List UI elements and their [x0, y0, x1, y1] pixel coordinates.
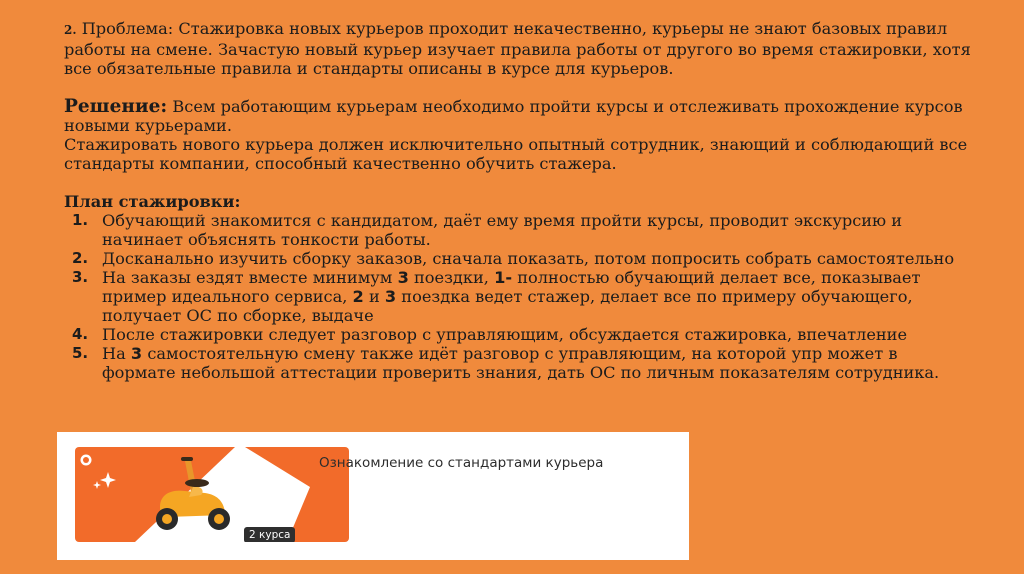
plan-steps-list [64, 211, 974, 382]
solution-heading: Решение: [64, 96, 168, 117]
course-title[interactable]: Ознакомление со стандартами курьера [319, 455, 604, 471]
logo-icon [81, 455, 92, 466]
solution-text-2: Стажировать нового курьера должен исключительно опытный сотрудник, знающий и соблюдающий все стандарты компании, способный качественно обучить стажера. [64, 135, 968, 173]
problem-number: 2. [64, 23, 77, 37]
step-text: После стажировки следует разговор с управляющим, обсуждается стажировка, впечатление [102, 325, 908, 344]
plan-step [64, 249, 974, 268]
step-text: Досканально изучить сборку заказов, сначала показать, потом попросить собрать самостоятельно [102, 249, 955, 268]
step-number: 5. [72, 344, 89, 362]
problem-text: Проблема: Стажировка новых курьеров проходит некачественно, курьеры не знают базовых правил работы на смене. Зачастую новый курьер изучает правила работы от другого во время стажировки, хотя все обязательные правила и стандарты описаны в курсе для курьеров. [64, 19, 971, 78]
plan-step [64, 268, 974, 325]
course-card[interactable] [57, 432, 689, 560]
solution-section [64, 97, 974, 173]
courses-count-badge: 2 курса [244, 527, 295, 542]
plan-step [64, 325, 974, 344]
problem-paragraph [64, 19, 974, 78]
step-text: На 3 самостоятельную смену также идёт разговор с управляющим, на которой упр может в формате небольшой аттестации проверить знания, дать ОС по личным показателям сотрудника. [102, 344, 940, 382]
step-text: Обучающий знакомится с кандидатом, даёт ему время пройти курсы, проводит экскурсию и начинает объяснять тонкости работы. [102, 211, 903, 249]
step-number: 3. [72, 268, 89, 286]
slide-content [64, 19, 974, 382]
plan-step [64, 344, 974, 382]
solution-text-1: Всем работающим курьерам необходимо пройти курсы и отслеживать прохождение курсов новыми курьерами. [64, 97, 963, 135]
step-text: На заказы ездят вместе минимум 3 поездки, 1- полностью обучающий делает все, показывает пример идеального сервиса, 2 и 3 поездка ведет стажер, делает все по примеру обучающего, получает ОС по сборке, выдаче [102, 268, 921, 325]
plan-step [64, 211, 974, 249]
plan-heading: План стажировки: [64, 192, 241, 211]
scooter-illustration [75, 447, 349, 542]
step-number: 4. [72, 325, 89, 343]
step-number: 2. [72, 249, 89, 267]
course-thumbnail [75, 447, 349, 542]
step-number: 1. [72, 211, 89, 229]
